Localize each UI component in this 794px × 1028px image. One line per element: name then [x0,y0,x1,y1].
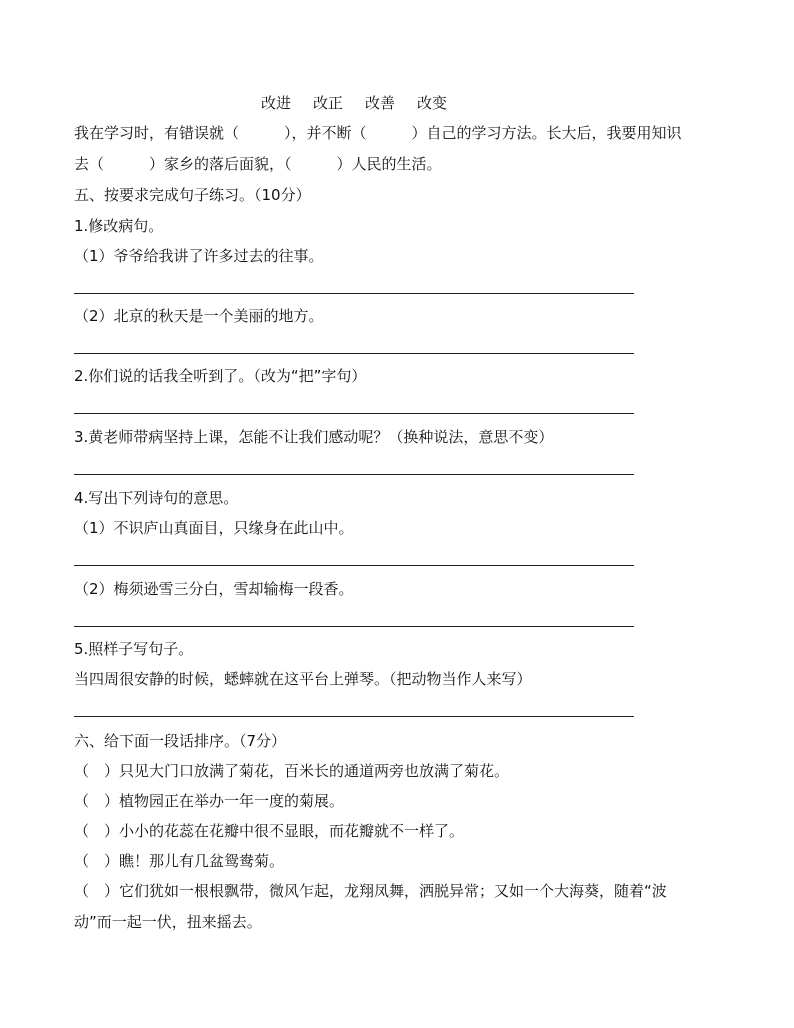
answer-line[interactable] [74,413,634,414]
word-option: 改正 [313,94,344,112]
ordering-item-5: （ ）它们犹如一根根飘带，微风乍起，龙翔凤舞，洒脱异常；又如一个大海葵，随着“波 [74,882,667,900]
word-option: 改进 [261,94,292,112]
section-six-title: 六、给下面一段话排序。（7分） [74,732,287,750]
fill-blank-line-1: 我在学习时，有错误就（ ），并不断（ ）自己的学习方法。长大后，我要用知识 [74,124,682,142]
answer-line[interactable] [74,353,634,354]
ordering-item-2: （ ）植物园正在举办一年一度的菊展。 [74,792,345,810]
answer-line[interactable] [74,293,634,294]
answer-line[interactable] [74,626,634,627]
ordering-item-3: （ ）小小的花蕊在花瓣中很不显眼，而花瓣就不一样了。 [74,822,465,840]
answer-line[interactable] [74,565,634,566]
question-4-title: 4.写出下列诗句的意思。 [74,489,239,507]
question-1-title: 1.修改病句。 [74,217,164,235]
answer-line[interactable] [74,474,634,475]
section-five-title: 五、按要求完成句子练习。（10分） [74,186,311,204]
ordering-item-1: （ ）只见大门口放满了菊花，百米长的通道两旁也放满了菊花。 [74,762,510,780]
ordering-item-4: （ ）瞧！那儿有几盆鸳鸯菊。 [74,852,285,870]
question-4a-text: （1）不识庐山真面目，只缘身在此山中。 [74,519,354,537]
question-2-text: 2.你们说的话我全听到了。（改为“把”字句） [74,367,367,385]
question-5-example: 当四周很安静的时候，蟋蟀就在这平台上弹琴。（把动物当作人来写） [74,670,532,688]
answer-line[interactable] [74,716,634,717]
word-bank [261,93,469,113]
question-1b-text: （2）北京的秋天是一个美丽的地方。 [74,307,324,325]
ordering-item-5-continued: 动”而一起一伏，扭来摇去。 [74,913,262,931]
question-1a-text: （1）爷爷给我讲了许多过去的往事。 [74,247,324,265]
word-option: 改善 [365,94,396,112]
word-option: 改变 [417,94,448,112]
question-4b-text: （2）梅须逊雪三分白，雪却输梅一段香。 [74,580,354,598]
question-5-title: 5.照样子写句子。 [74,640,194,658]
fill-blank-line-2: 去（ ）家乡的落后面貌，（ ）人民的生活。 [74,155,442,173]
question-3-text: 3.黄老师带病坚持上课，怎能不让我们感动呢？（换种说法，意思不变） [74,428,554,446]
